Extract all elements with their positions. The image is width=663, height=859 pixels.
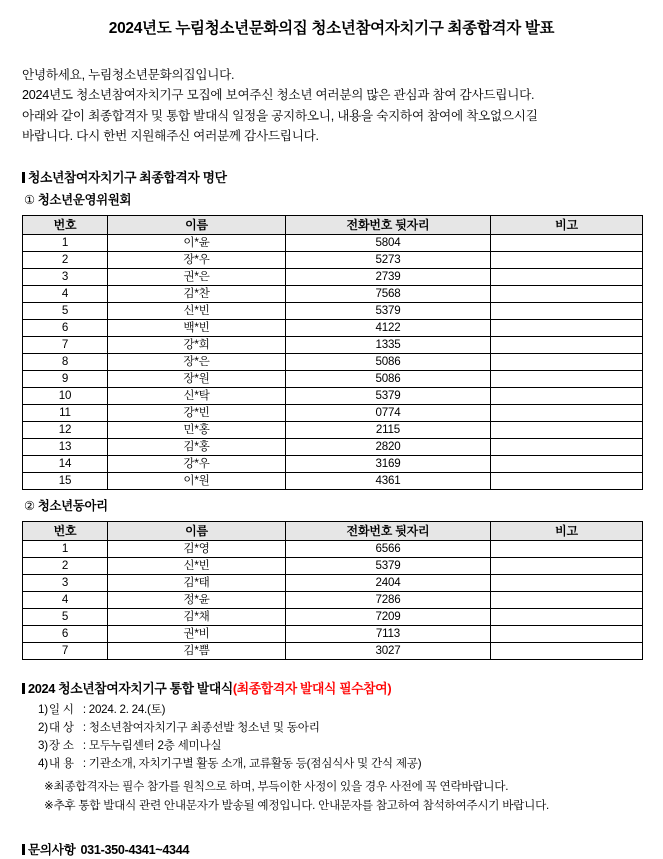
cell-name: 김*쁨 <box>108 642 286 659</box>
cell-name: 강*우 <box>108 455 286 472</box>
cell-name: 백*빈 <box>108 319 286 336</box>
cell-name: 권*은 <box>108 268 286 285</box>
cell-name: 신*탁 <box>108 387 286 404</box>
cell-note <box>491 438 643 455</box>
table-row <box>23 540 643 557</box>
roster-table-1-header <box>23 215 643 234</box>
cell-name: 장*우 <box>108 251 286 268</box>
table-row <box>23 472 643 489</box>
cell-note <box>491 472 643 489</box>
table-row <box>23 438 643 455</box>
event-item-separator: : <box>82 738 86 752</box>
cell-tel: 5086 <box>286 370 491 387</box>
cell-tel: 5273 <box>286 251 491 268</box>
table-row <box>23 302 643 319</box>
event-item-value: 모두누림센터 2층 세미나실 <box>88 738 222 752</box>
event-item-datetime <box>0 701 663 719</box>
cell-no: 14 <box>23 455 108 472</box>
event-item-index: 3) <box>38 738 48 752</box>
event-item-index: 1) <box>38 702 48 716</box>
intro-line-2: 2024년도 청소년참여자치기구 모집에 보여주신 청소년 여러분의 많은 관심과 참여 감사드립니다. <box>22 88 535 103</box>
group-name-2: 청소년동아리 <box>37 498 108 513</box>
event-item-location <box>0 737 663 755</box>
cell-tel: 3169 <box>286 455 491 472</box>
roster-table-1 <box>22 215 643 490</box>
event-item-label: 대 상 <box>48 720 74 734</box>
intro-line-4: 바랍니다. 다시 한번 지원해주신 여러분께 감사드립니다. <box>22 129 319 144</box>
column-header-tel: 전화번호 뒷자리 <box>286 215 491 234</box>
cell-name: 정*윤 <box>108 591 286 608</box>
cell-note <box>491 319 643 336</box>
circled-number-1-icon: ① <box>24 192 35 207</box>
event-item-separator: : <box>82 756 86 770</box>
event-item-value: 기관소개, 자치기구별 활동 소개, 교류활동 등(점심식사 및 간식 제공) <box>88 756 422 770</box>
cell-note <box>491 421 643 438</box>
cell-note <box>491 251 643 268</box>
group-heading-2 <box>0 490 663 515</box>
group-heading-1 <box>0 187 663 209</box>
table-row <box>23 625 643 642</box>
table-row <box>23 251 643 268</box>
event-heading-black: 2024 청소년참여자치기구 통합 발대식 <box>28 680 233 696</box>
roster-table-2-wrapper <box>0 515 663 660</box>
event-item-value: 2024. 2. 24.(토) <box>88 702 166 716</box>
cell-no: 13 <box>23 438 108 455</box>
event-item-content <box>0 755 663 773</box>
event-note-2: ※추후 통합 발대식 관련 안내문자가 발송될 예정입니다. 안내문자를 참고하여 참석하여주시기 바랍니다. <box>44 798 550 812</box>
page-title: 2024년도 누림청소년문화의집 청소년참여자치기구 최종합격자 발표 <box>108 20 555 37</box>
event-item-index: 2) <box>38 720 48 734</box>
roster-table-1-body <box>23 234 643 489</box>
cell-no: 15 <box>23 472 108 489</box>
cell-tel: 4122 <box>286 319 491 336</box>
cell-no: 5 <box>23 302 108 319</box>
cell-no: 4 <box>23 591 108 608</box>
event-details-list <box>0 698 663 773</box>
cell-no: 2 <box>23 251 108 268</box>
cell-note <box>491 285 643 302</box>
cell-tel: 5379 <box>286 302 491 319</box>
cell-name: 민*홍 <box>108 421 286 438</box>
cell-tel: 4361 <box>286 472 491 489</box>
roster-table-2-body <box>23 540 643 659</box>
event-item-separator: : <box>82 702 86 716</box>
event-heading-red: (최종합격자 발대식 필수참여) <box>232 680 392 696</box>
cell-name: 강*빈 <box>108 404 286 421</box>
column-header-note: 비고 <box>491 521 643 540</box>
cell-note <box>491 574 643 591</box>
table-header-row <box>23 215 643 234</box>
cell-name: 김*홍 <box>108 438 286 455</box>
event-section-heading <box>0 660 663 698</box>
table-row <box>23 574 643 591</box>
cell-name: 강*희 <box>108 336 286 353</box>
cell-no: 12 <box>23 421 108 438</box>
table-row <box>23 353 643 370</box>
column-header-note: 비고 <box>491 215 643 234</box>
cell-no: 11 <box>23 404 108 421</box>
event-item-value: 청소년참여자치기구 최종선발 청소년 및 동아리 <box>88 720 320 734</box>
cell-tel: 7286 <box>286 591 491 608</box>
event-item-label: 장 소 <box>48 738 74 752</box>
column-header-name: 이름 <box>108 521 286 540</box>
table-row <box>23 557 643 574</box>
contact-label: 문의사항 <box>28 842 76 857</box>
table-row <box>23 234 643 251</box>
intro-line-3: 아래와 같이 최종합격자 및 통합 발대식 일정을 공지하오니, 내용을 숙지하여 참여에 착오없으시길 <box>22 108 538 123</box>
cell-note <box>491 591 643 608</box>
cell-no: 7 <box>23 336 108 353</box>
column-header-tel: 전화번호 뒷자리 <box>286 521 491 540</box>
contact-info <box>0 815 663 859</box>
cell-no: 1 <box>23 540 108 557</box>
cell-note <box>491 455 643 472</box>
cell-name: 권*비 <box>108 625 286 642</box>
table-row <box>23 370 643 387</box>
intro-line-1: 안녕하세요, 누림청소년문화의집입니다. <box>22 67 235 82</box>
cell-no: 1 <box>23 234 108 251</box>
cell-tel: 7209 <box>286 608 491 625</box>
cell-tel: 5379 <box>286 557 491 574</box>
cell-tel: 0774 <box>286 404 491 421</box>
cell-note <box>491 302 643 319</box>
cell-no: 5 <box>23 608 108 625</box>
cell-no: 3 <box>23 574 108 591</box>
bullet-bar-icon <box>22 172 25 183</box>
cell-tel: 5804 <box>286 234 491 251</box>
column-header-name: 이름 <box>108 215 286 234</box>
bullet-bar-icon <box>22 683 25 694</box>
cell-name: 이*윤 <box>108 234 286 251</box>
cell-note <box>491 353 643 370</box>
event-item-separator: : <box>82 720 86 734</box>
cell-name: 이*원 <box>108 472 286 489</box>
cell-name: 장*원 <box>108 370 286 387</box>
roster-table-2 <box>22 521 643 660</box>
table-row <box>23 608 643 625</box>
cell-note <box>491 387 643 404</box>
cell-name: 김*채 <box>108 608 286 625</box>
cell-name: 신*빈 <box>108 557 286 574</box>
contact-phone-number: 031-350-4341~4344 <box>80 842 190 857</box>
cell-no: 10 <box>23 387 108 404</box>
cell-tel: 3027 <box>286 642 491 659</box>
cell-note <box>491 268 643 285</box>
table-row <box>23 455 643 472</box>
table-header-row <box>23 521 643 540</box>
intro-paragraph <box>0 39 663 147</box>
cell-tel: 5379 <box>286 387 491 404</box>
table-row <box>23 319 643 336</box>
column-header-no: 번호 <box>23 521 108 540</box>
cell-no: 7 <box>23 642 108 659</box>
cell-tel: 7113 <box>286 625 491 642</box>
table-row <box>23 268 643 285</box>
cell-no: 6 <box>23 625 108 642</box>
group-name-1: 청소년운영위원회 <box>37 192 132 207</box>
cell-no: 9 <box>23 370 108 387</box>
column-header-no: 번호 <box>23 215 108 234</box>
cell-no: 8 <box>23 353 108 370</box>
event-item-audience <box>0 719 663 737</box>
roster-table-2-header <box>23 521 643 540</box>
roster-section-heading <box>0 169 663 187</box>
table-row <box>23 404 643 421</box>
event-item-index: 4) <box>38 756 48 770</box>
cell-tel: 5086 <box>286 353 491 370</box>
roster-section-heading-text: 청소년참여자치기구 최종합격자 명단 <box>28 169 227 185</box>
bullet-bar-icon <box>22 844 25 855</box>
cell-no: 6 <box>23 319 108 336</box>
cell-note <box>491 404 643 421</box>
cell-name: 장*은 <box>108 353 286 370</box>
event-note-1: ※최종합격자는 필수 참가를 원칙으로 하며, 부득이한 사정이 있을 경우 사전에 꼭 연락바랍니다. <box>44 779 509 793</box>
cell-tel: 6566 <box>286 540 491 557</box>
cell-tel: 2115 <box>286 421 491 438</box>
table-row <box>23 642 643 659</box>
event-item-label: 일 시 <box>48 702 74 716</box>
cell-note <box>491 370 643 387</box>
roster-table-1-wrapper <box>0 209 663 490</box>
cell-no: 4 <box>23 285 108 302</box>
cell-tel: 1335 <box>286 336 491 353</box>
cell-note <box>491 336 643 353</box>
cell-name: 신*빈 <box>108 302 286 319</box>
cell-note <box>491 234 643 251</box>
cell-tel: 2739 <box>286 268 491 285</box>
table-row <box>23 285 643 302</box>
cell-note <box>491 557 643 574</box>
table-row <box>23 387 643 404</box>
cell-tel: 7568 <box>286 285 491 302</box>
cell-note <box>491 625 643 642</box>
cell-tel: 2820 <box>286 438 491 455</box>
cell-tel: 2404 <box>286 574 491 591</box>
circled-number-2-icon: ② <box>24 498 35 513</box>
event-item-label: 내 용 <box>48 756 74 770</box>
cell-name: 김*태 <box>108 574 286 591</box>
cell-note <box>491 608 643 625</box>
cell-name: 김*영 <box>108 540 286 557</box>
event-notes <box>0 773 663 815</box>
table-row <box>23 421 643 438</box>
cell-no: 3 <box>23 268 108 285</box>
cell-no: 2 <box>23 557 108 574</box>
table-row <box>23 336 643 353</box>
cell-note <box>491 642 643 659</box>
cell-note <box>491 540 643 557</box>
cell-name: 김*찬 <box>108 285 286 302</box>
table-row <box>23 591 643 608</box>
